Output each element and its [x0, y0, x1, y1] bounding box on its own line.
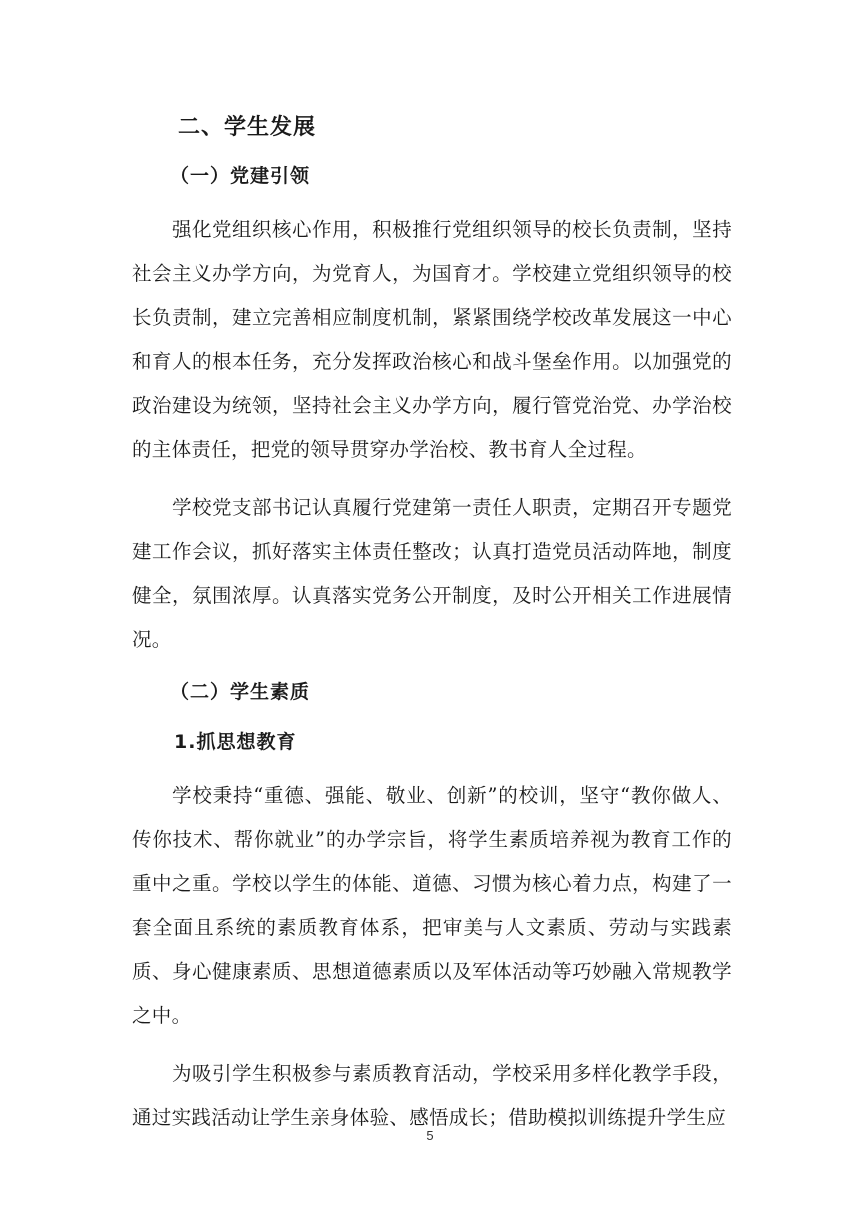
- paragraph: 学校秉持“重德、强能、敬业、创新”的校训，坚守“教你做人、传你技术、帮你就业”的办学宗旨，将学生素质培养视为教育工作的重中之重。学校以学生的体能、道德、习惯为核心着力点，构建了一套全面且系统的素质教育体系，把审美与人文素质、劳动与实践素质、身心健康素质、思想道德素质以及军体活动等巧妙融入常规教学之中。: [132, 784, 732, 1027]
- page-content: [132, 108, 732, 1154]
- item-heading-ideological-education: 1.抓思想教育: [174, 731, 297, 753]
- subsection-heading-student-quality: （二）学生素质: [170, 681, 311, 703]
- paragraph: 强化党组织核心作用，积极推行党组织领导的校长负责制，坚持社会主义办学方向，为党育人，为国育才。学校建立党组织领导的校长负责制，建立完善相应制度机制，紧紧围绕学校改革发展这一中心和育人的根本任务，充分发挥政治核心和战斗堡垒作用。以加强党的政治建设为统领，坚持社会主义办学方向，履行管党治党、办学治校的主体责任，把党的领导贯穿办学治校、教书育人全过程。: [132, 218, 732, 461]
- subsection-heading-party-building: （一）党建引领: [170, 165, 311, 187]
- paragraph: 学校党支部书记认真履行党建第一责任人职责，定期召开专题党建工作会议，抓好落实主体责任整改；认真打造党员活动阵地，制度健全，氛围浓厚。认真落实党务公开制度，及时公开相关工作进展情况。: [132, 496, 732, 651]
- paragraph: 为吸引学生积极参与素质教育活动，学校采用多样化教学手段，通过实践活动让学生亲身体验、感悟成长；借助模拟训练提升学生应: [132, 1062, 732, 1129]
- section-heading: 二、学生发展: [178, 115, 317, 140]
- page-number: 5: [426, 1128, 434, 1143]
